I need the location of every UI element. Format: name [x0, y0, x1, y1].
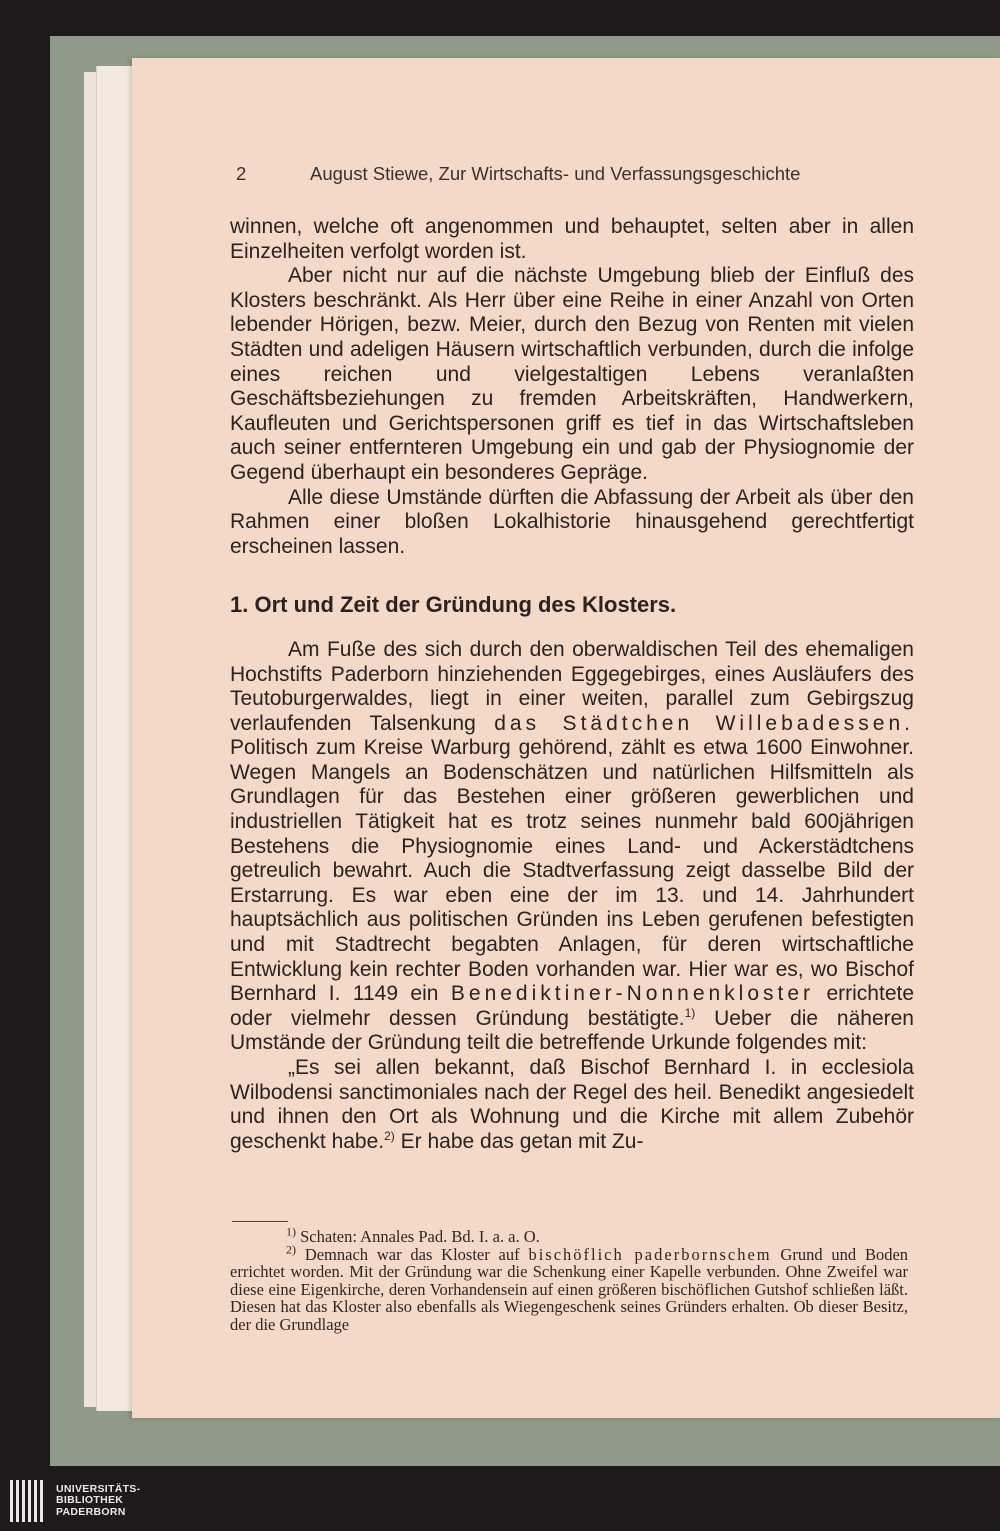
- logo-line-2: BIBLIOTHEK: [56, 1494, 124, 1507]
- footnote-2: [230, 1242, 909, 1334]
- running-head: [236, 163, 846, 185]
- main-text: [230, 215, 914, 1154]
- paragraph-3: Alle diese Umstände dürften die Abfassung der Arbeit als über den Rahmen einer bloßen Lokalhistorie hinausgehend gerechtfertigt erscheinen lassen.: [230, 485, 914, 558]
- section-heading: 1. Ort und Zeit der Gründung des Klosters.: [230, 592, 677, 618]
- paragraph-4-text-d: Ueber die näheren Umstände der Gründung teilt die betreffende Urkunde folgendes mit:: [230, 1006, 914, 1055]
- library-logo: [8, 1478, 140, 1524]
- footnote-2-mark: 2): [286, 1242, 296, 1256]
- footnote-2-spaced: bischöflich paderbornschem: [528, 1244, 772, 1264]
- page-number: 2: [236, 163, 247, 184]
- footnote-1: [230, 1224, 908, 1246]
- paragraph-5: [230, 1056, 914, 1154]
- paragraph-4-text-b: Politisch zum Kreise Warburg gehörend, zählt es etwa 1600 Einwohner. Wegen Mangels an Bodenschätzen und natürlichen Hilfsmitteln als Grundlagen für das Bestehen einer größeren gewerblichen und industriellen Tätigkeit hat es trotz seines nunmehr bald 600jährigen Bestehens die Physiognomie eines Land- und Ackerstädtchens getreulich bewahrt. Auch die Stadtverfassung zeigt dasselbe Bild der Erstarrung. Es war eben eine der im 13. und 14. Jahrhundert hauptsächlich aus politischen Gründen ins Leben gerufenen befestigten und mit Stadtrecht begabten Anlagen, für deren wirtschaftliche Entwicklung kein rechter Boden vorhanden war. Hier war es, wo Bischof Bernhard I. 1149 ein: [230, 736, 914, 1006]
- spaced-monastery-term: Benediktiner-Nonnenkloster: [450, 982, 815, 1006]
- footnote-2-text-b: Grund und Boden errichtet worden. Mit der Gründung war die Schenkung einer Kapelle verbunden. Ohne Zweifel war diese eine Eigenkirche, deren Vorhandensein auf einen größeren bischöflichen Gutshof schließen läßt. Diesen hat das Kloster also ebenfalls als Wiegengeschenk seines Gründers erhalten. Ob dieser Besitz, der die Grundlage: [230, 1244, 909, 1334]
- footnote-1-text: Schaten: Annales Pad. Bd. I. a. a. O.: [300, 1227, 540, 1246]
- paragraph-4: [230, 638, 914, 1056]
- library-logo-icon: [8, 1478, 48, 1524]
- footnotes: [230, 1224, 909, 1334]
- paragraph-5-text-a: „Es sei allen bekannt, daß Bischof Bernhard I. in ecclesiola Wilbodensi sanctimoniales nach der Regel des heil. Benedikt angesiedelt und ihnen den Ort als Wohnung und die Kirche mit allem Zubehör geschenkt habe.: [230, 1056, 914, 1153]
- paragraph-5-text-b: Er habe das getan mit Zu-: [400, 1129, 644, 1153]
- footnote-rule: [232, 1221, 288, 1222]
- paragraph-4-text-c: errichtete oder vielmehr dessen Gründung bestätigte.: [230, 982, 915, 1030]
- paragraph-2: Aber nicht nur auf die nächste Umgebung blieb der Einfluß des Klosters beschränkt. Als Herr über eine Reihe in einer Anzahl von Orten lebender Hörigen, bezw. Meier, durch den Bezug von Renten mit vielen Städten und adeligen Häusern wirtschaftlich verbunden, durch die infolge eines reichen und vielgestaltigen Lebens veranlaßten Geschäftsbeziehungen zu fremden Arbeitskräften, Handwerkern, Kaufleuten und Gerichtspersonen griff es tief in das Wirtschaftsleben auch seiner entfernteren Umgebung ein und gab der Physiognomie der Gegend überhaupt ein besonderes Gepräge.: [230, 264, 914, 484]
- library-logo-text: [56, 1484, 140, 1519]
- running-title: August Stiewe, Zur Wirtschafts- und Verfassungsgeschichte: [310, 163, 801, 184]
- footnote-ref-1: 1): [684, 1005, 696, 1020]
- logo-line-1: UNIVERSITÄTS-: [56, 1482, 141, 1495]
- logo-line-3: PADERBORN: [56, 1505, 126, 1518]
- paragraph-1: winnen, welche oft angenommen und behauptet, selten aber in allen Einzelheiten verfolgt worden ist.: [230, 215, 914, 263]
- spaced-place-name: das Städtchen Willebadessen.: [494, 711, 914, 735]
- footnote-2-text-a: Demnach war das Kloster auf: [304, 1244, 520, 1264]
- paragraph-4-text-a: Am Fuße des sich durch den oberwaldischen Teil des ehemaligen Hochstifts Paderborn hinziehenden Eggegebirges, eines Ausläufers des Teutoburgerwaldes, liegt in einer weiten, parallel zum Gebirgszug verlaufenden Talsenkung: [230, 637, 914, 735]
- footnote-1-mark: 1): [286, 1224, 296, 1239]
- footnote-ref-2: 2): [384, 1128, 395, 1143]
